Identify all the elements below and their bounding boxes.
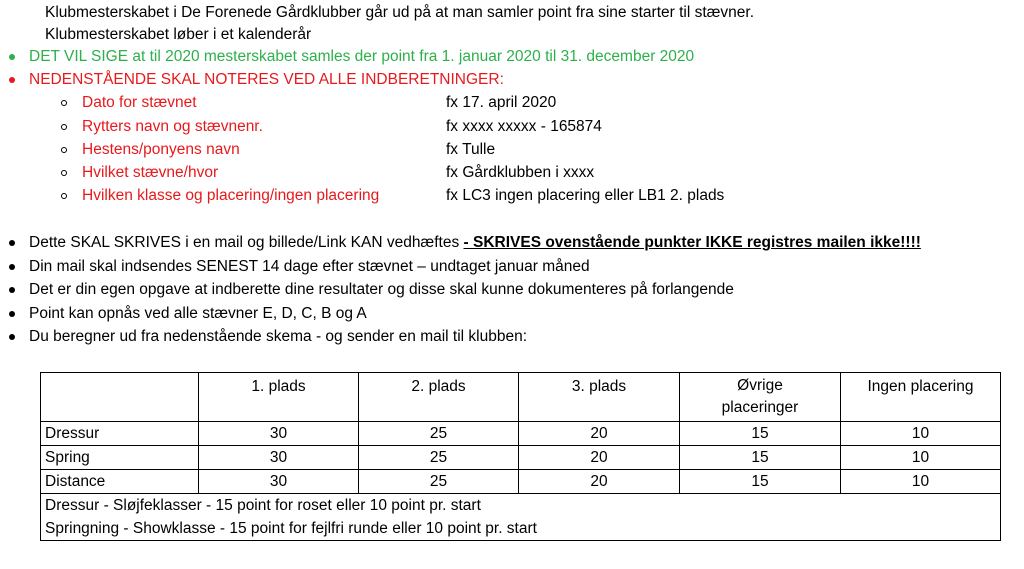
row-label: Spring: [41, 446, 199, 470]
table-cell: 30: [199, 422, 359, 446]
rule-item: Point kan opnås ved alle stævner E, D, C, B og A: [29, 305, 367, 322]
circle-bullet-icon: [61, 124, 67, 130]
points-table: [40, 372, 1001, 541]
table-notes-cell: [41, 494, 1001, 541]
table-cell: 15: [680, 470, 841, 494]
table-cell: 30: [199, 470, 359, 494]
required-field-example: fx xxxx xxxxx - 165874: [446, 118, 602, 135]
intro-line-1: Klubmesterskabet i De Forenede Gårdklubber går ud på at man samler point fra sine starter til stævner.: [45, 4, 755, 21]
row-label: Dressur: [41, 422, 199, 446]
header-cell: 2. plads: [359, 373, 519, 422]
required-field: Rytters navn og stævnenr.: [82, 118, 263, 135]
row-label: Distance: [41, 470, 199, 494]
rule-item: Det er din egen opgave at indberette dine resultater og disse skal kunne dokumenteres på forlangende: [29, 281, 734, 298]
rule-text: Dette SKAL SKRIVES i en mail og billede/Link KAN vedhæftes: [29, 234, 464, 251]
header-cell: Ingen placering: [841, 373, 1001, 422]
table-cell: 20: [519, 446, 680, 470]
header-cell: [41, 373, 199, 422]
table-row: [41, 422, 1001, 446]
table-row: [41, 446, 1001, 470]
header-cell: Øvrige placeringer: [680, 373, 841, 422]
table-cell: 30: [199, 446, 359, 470]
table-cell: 20: [519, 422, 680, 446]
table-cell: 10: [841, 422, 1001, 446]
header-cell: 3. plads: [519, 373, 680, 422]
table-cell: 10: [841, 470, 1001, 494]
rule-item: Din mail skal indsendes SENEST 14 dage efter stævnet – undtaget januar måned: [29, 258, 590, 275]
bullet-icon: [9, 54, 15, 60]
rule-warning: - SKRIVES ovenstående punkter IKKE registres mailen ikke!!!!: [463, 234, 921, 251]
circle-bullet-icon: [61, 100, 67, 106]
required-field: Dato for stævnet: [82, 94, 197, 111]
bullet-icon: [9, 287, 15, 293]
table-cell: 20: [519, 470, 680, 494]
required-field: Hestens/ponyens navn: [82, 141, 240, 158]
rule-item: Du beregner ud fra nedenstående skema - og sender en mail til klubben:: [29, 328, 528, 345]
bullet-icon: [9, 311, 15, 317]
table-notes-row: [41, 494, 1001, 541]
table-note: Dressur - Sløjfeklasser - 15 point for roset eller 10 point pr. start: [45, 497, 481, 514]
header-cell: 1. plads: [199, 373, 359, 422]
table-cell: 25: [359, 446, 519, 470]
table-cell: 25: [359, 422, 519, 446]
required-field-example: fx Tulle: [446, 141, 496, 158]
required-field-example: fx 17. april 2020: [446, 94, 557, 111]
table-note: Springning - Showklasse - 15 point for fejlfri runde eller 10 point pr. start: [45, 520, 537, 537]
table-row: [41, 470, 1001, 494]
table-cell: 10: [841, 446, 1001, 470]
bullet-icon: [9, 77, 15, 83]
bullet-icon: [9, 264, 15, 270]
table-header-row: [41, 373, 1001, 422]
required-field: Hvilken klasse og placering/ingen placering: [82, 187, 380, 204]
table-cell: 15: [680, 446, 841, 470]
circle-bullet-icon: [61, 170, 67, 176]
table-cell: 15: [680, 422, 841, 446]
required-field: Hvilket stævne/hvor: [82, 164, 219, 181]
table-cell: 25: [359, 470, 519, 494]
rule-mail-requirement: [29, 233, 921, 253]
bullet-icon: [9, 334, 15, 340]
bullet-icon: [9, 240, 15, 246]
required-field-example: fx Gårdklubben i xxxx: [446, 164, 595, 181]
required-field-example: fx LC3 ingen placering eller LB1 2. plads: [446, 187, 725, 204]
intro-line-2: Klubmesterskabet løber i et kalenderår: [45, 26, 312, 43]
notice-required-heading: NEDENSTÅENDE SKAL NOTERES VED ALLE INDBERETNINGER:: [29, 71, 504, 88]
circle-bullet-icon: [61, 193, 67, 199]
circle-bullet-icon: [61, 147, 67, 153]
notice-period: DET VIL SIGE at til 2020 mesterskabet samles der point fra 1. januar 2020 til 31. december 2020: [29, 48, 695, 65]
